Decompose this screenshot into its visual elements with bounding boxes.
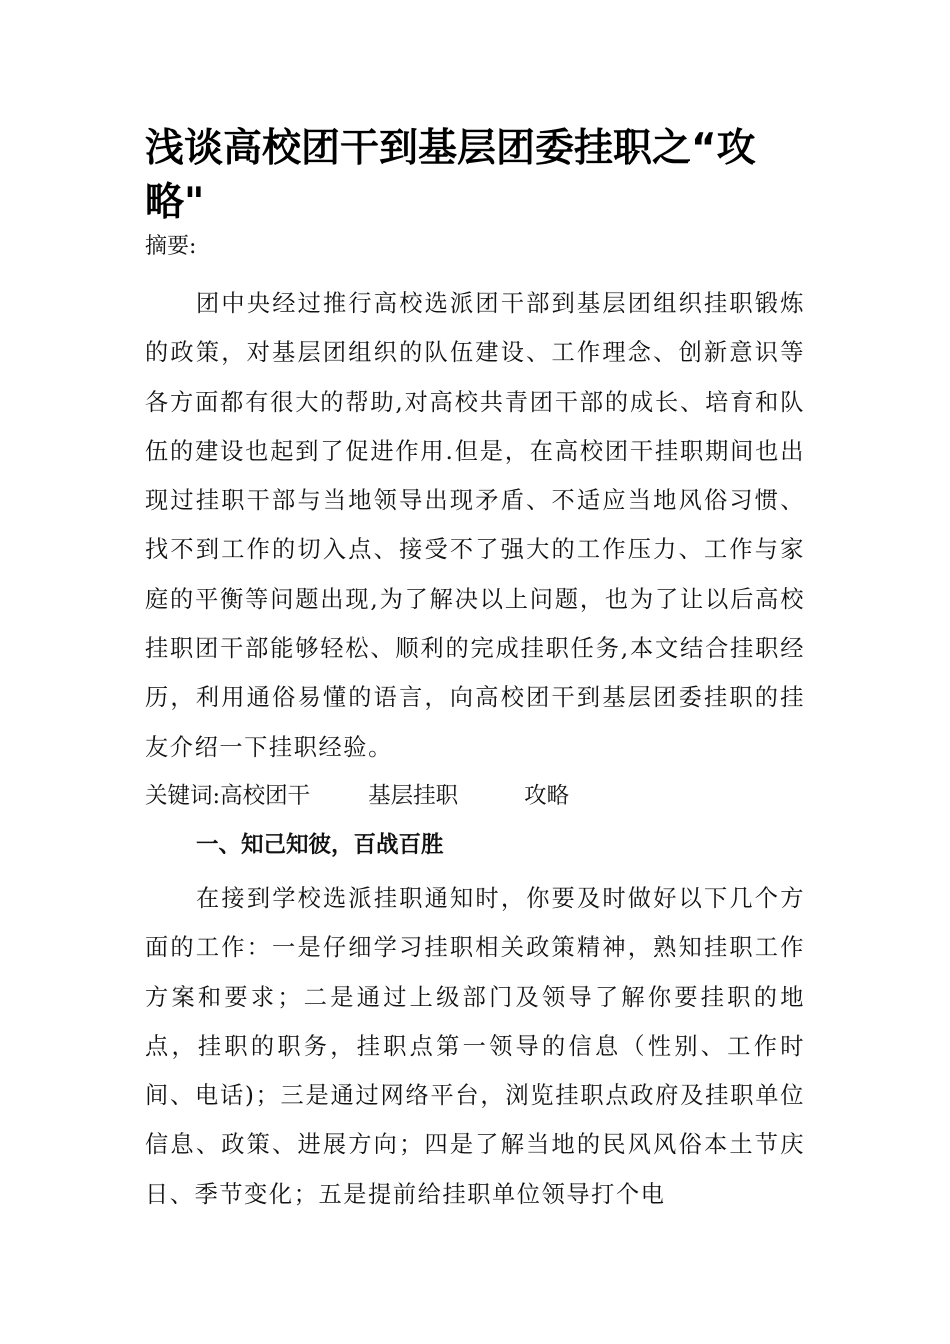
keyword-item: 高校团干: [220, 783, 311, 809]
keywords-line: [145, 781, 569, 811]
abstract-label: 摘要:: [145, 234, 197, 259]
keywords-label: 关键词:: [145, 783, 221, 809]
keyword-item: 攻略: [524, 783, 570, 809]
abstract-paragraph: 团中央经过推行高校选派团干部到基层团组织挂职锻炼的政策，对基层团组织的队伍建设、工作理念、创新意识等各方面都有很大的帮助,对高校共青团干部的成长、培育和队伍的建设也起到了促进作用.但是，在高校团干挂职期间也出现过挂职干部与当地领导出现矛盾、不适应当地风俗习惯、找不到工作的切入点、接受不了强大的工作压力、工作与家庭的平衡等问题出现,为了解决以上问题，也为了让以后高校挂职团干部能够轻松、顺利的完成挂职任务,本文结合挂职经历，利用通俗易懂的语言，向高校团干到基层团委挂职的挂友介绍一下挂职经验。: [145, 290, 805, 761]
section-paragraph: 在接到学校选派挂职通知时，你要及时做好以下几个方面的工作：一是仔细学习挂职相关政策精神，熟知挂职工作方案和要求；二是通过上级部门及领导了解你要挂职的地点，挂职的职务，挂职点第一领导的信息（性别、工作时间、电话)；三是通过网络平台，浏览挂职点政府及挂职单位信息、政策、进展方向；四是了解当地的民风风俗本土节庆日、季节变化；五是提前给挂职单位领导打个电: [145, 885, 805, 1208]
keyword-item: 基层挂职: [368, 783, 459, 809]
document-title: 浅谈高校团干到基层团委挂职之“攻略": [145, 126, 756, 225]
section-heading: 一、知己知彼，百战百胜: [196, 832, 444, 858]
